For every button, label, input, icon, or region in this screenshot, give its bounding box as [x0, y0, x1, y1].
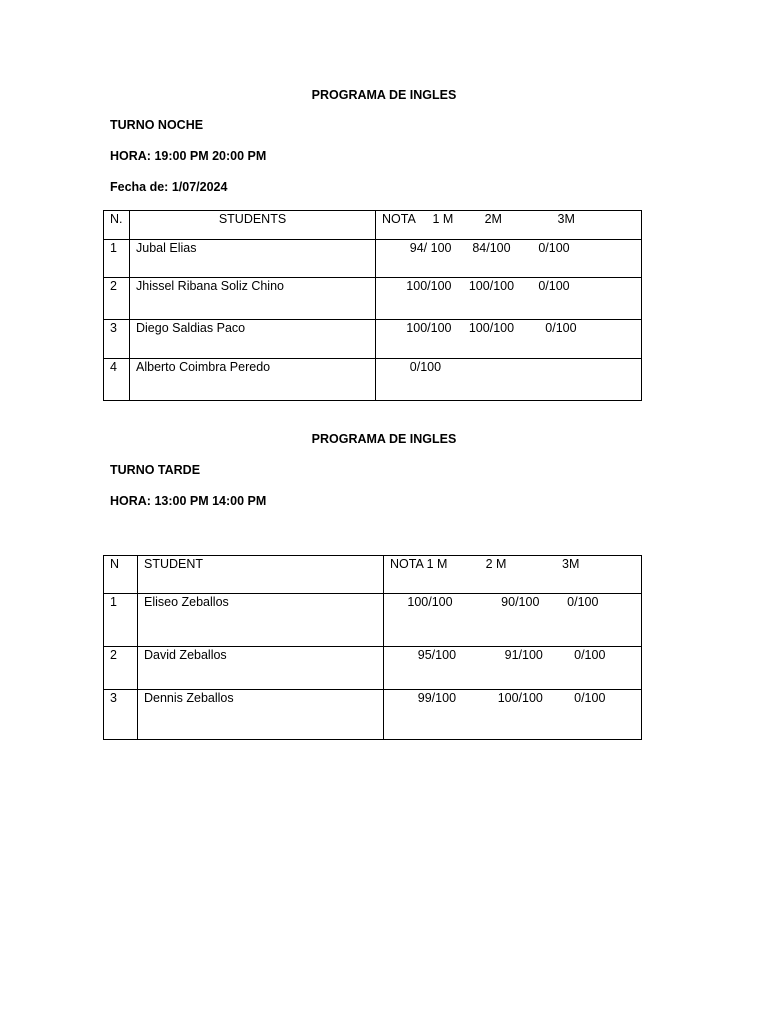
header-notas: NOTA 1 M 2 M 3M — [384, 556, 642, 594]
table-row — [104, 359, 642, 401]
row-number: 3 — [104, 320, 130, 359]
row-number: 1 — [104, 594, 138, 647]
section2-title: PROGRAMA DE INGLES — [311, 432, 457, 446]
table-row — [104, 278, 642, 320]
header-n: N. — [104, 211, 130, 240]
row-notas: 100/100 90/100 0/100 — [384, 594, 642, 647]
row-notas: 99/100 100/100 0/100 — [384, 690, 642, 740]
section1-turno: TURNO NOCHE — [110, 118, 204, 132]
row-notas: 0/100 — [376, 359, 642, 401]
row-student-name: Jubal Elias — [130, 240, 376, 278]
row-student-name: Jhissel Ribana Soliz Chino — [130, 278, 376, 320]
table-row — [104, 240, 642, 278]
row-number: 4 — [104, 359, 130, 401]
table-row — [104, 594, 642, 647]
row-number: 2 — [104, 647, 138, 690]
section1-title: PROGRAMA DE INGLES — [311, 88, 457, 102]
header-students: STUDENTS — [130, 211, 376, 240]
table-header-row — [104, 211, 642, 240]
table-row — [104, 320, 642, 359]
row-notas: 94/ 100 84/100 0/100 — [376, 240, 642, 278]
table-header-row — [104, 556, 642, 594]
section1-fecha: Fecha de: 1/07/2024 — [110, 180, 228, 194]
row-number: 1 — [104, 240, 130, 278]
row-student-name: Alberto Coimbra Peredo — [130, 359, 376, 401]
section2-table — [103, 555, 642, 740]
table-row — [104, 647, 642, 690]
row-notas: 100/100 100/100 0/100 — [376, 320, 642, 359]
row-student-name: Diego Saldias Paco — [130, 320, 376, 359]
row-student-name: Eliseo Zeballos — [138, 594, 384, 647]
row-number: 3 — [104, 690, 138, 740]
row-notas: 95/100 91/100 0/100 — [384, 647, 642, 690]
row-student-name: Dennis Zeballos — [138, 690, 384, 740]
row-student-name: David Zeballos — [138, 647, 384, 690]
section2-turno: TURNO TARDE — [110, 463, 201, 477]
header-notas: NOTA 1 M 2M 3M — [376, 211, 642, 240]
section1-hora: HORA: 19:00 PM 20:00 PM — [110, 149, 267, 163]
section1-table — [103, 210, 642, 401]
section2-hora: HORA: 13:00 PM 14:00 PM — [110, 494, 267, 508]
row-notas: 100/100 100/100 0/100 — [376, 278, 642, 320]
header-student: STUDENT — [138, 556, 384, 594]
table-row — [104, 690, 642, 740]
header-n: N — [104, 556, 138, 594]
row-number: 2 — [104, 278, 130, 320]
